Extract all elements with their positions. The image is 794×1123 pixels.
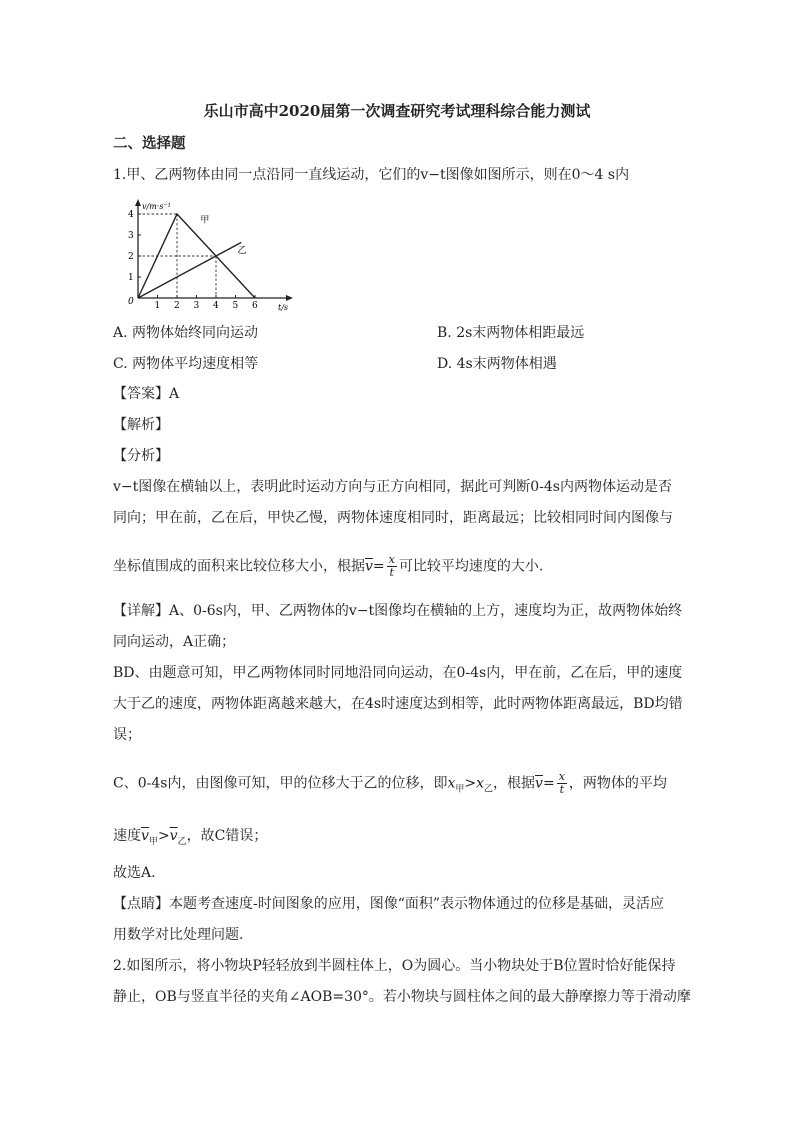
answer: 【答案】A <box>113 386 180 402</box>
page-title: 乐山市高中2020届第一次调查研究考试理科综合能力测试 <box>203 102 591 120</box>
question-1-stem: 1.甲、乙两物体由同一点沿同一直线运动，它们的v−t图像如图所示，则在0～4 s内 <box>113 167 630 183</box>
option-c: C. 两物体平均速度相等 <box>113 356 259 372</box>
y-tick-label-2: 2 <box>128 252 134 262</box>
graph-axes <box>135 199 293 301</box>
jiexi-label: 【解析】 <box>113 417 169 433</box>
y-axis-label: v/m·s⁻¹ <box>142 202 171 211</box>
comment-line-2: 用数学对比处理问题. <box>113 927 244 943</box>
vt-graph <box>116 198 296 316</box>
y-axis-arrow <box>135 199 141 206</box>
conclusion: 故选A. <box>113 865 156 881</box>
graph-ticks <box>128 210 258 311</box>
fraction-x-over-t: $\frac{x}{t}$ <box>388 553 395 579</box>
x-tick-label-2: 2 <box>174 301 180 311</box>
comment-line-1: 【点睛】本题考查速度-时间图象的应用，图像“面积”表示物体通过的位移是基础，灵活应 <box>113 896 665 912</box>
detail-c-line-1: C、0-4s内，由图像可知，甲的位移大于乙的位移，即$x_甲>x_乙$，根据$\overline{v}=$ $\frac{x}{t}$ ，两物体的平均 <box>113 770 667 796</box>
analysis-line-3: 坐标值围成的面积来比较位移大小，根据$\overline{v}=$ $\frac{x}{t}$ 可比较平均速度的大小. <box>113 553 544 579</box>
x-tick-label-1: 1 <box>154 301 161 311</box>
option-a: A. 两物体始终同向运动 <box>113 325 259 341</box>
y-tick-label-4: 4 <box>128 210 134 220</box>
x-tick-label-6: 6 <box>252 301 258 311</box>
analysis-line-1: v−t图像在横轴以上，表明此时运动方向与正方向相同，据此可判断0-4s内两物体运动是否 <box>113 479 672 495</box>
section-heading: 二、选择题 <box>113 135 186 152</box>
option-d: D. 4s末两物体相遇 <box>437 356 557 372</box>
question-2-line-1: 2.如图所示，将小物块P轻轻放到半圆柱体上，O为圆心。当小物块处于B位置时恰好能保持 <box>113 958 676 974</box>
detail-line-1: 【详解】A、0-6s内，甲、乙两物体的v−t图像均在横轴的上方，速度均为正，故两物体始终 <box>113 603 683 619</box>
detail-line-4: 大于乙的速度，两物体距离越来越大，在4s时速度达到相等，此时两物体距离最远，BD均错 <box>113 696 683 712</box>
detail-line-5: 误； <box>113 727 141 743</box>
x-axis-arrow <box>286 295 293 301</box>
y-tick-label-3: 3 <box>128 231 134 241</box>
question-2-line-2: 静止，OB与竖直半径的夹角∠AOB=30°。若小物块与圆柱体之间的最大静摩擦力等于滑动摩 <box>113 989 691 1005</box>
series-label-yi: 乙 <box>237 245 247 256</box>
x-tick-label-5: 5 <box>232 301 239 311</box>
x-tick-label-4: 4 <box>213 301 219 311</box>
analysis-line-2: 同向；甲在前，乙在后，甲快乙慢，两物体速度相同时，距离最远；比较相同时间内图像与 <box>113 510 673 526</box>
detail-line-2: 同向运动，A正确； <box>113 634 236 650</box>
series-line-1 <box>138 242 241 298</box>
origin-label: 0 <box>128 297 134 307</box>
detail-c-line-2: 速度$\overline{v}_甲>\overline{v}_乙$，故C错误； <box>113 828 268 847</box>
detail-line-3: BD、由题意可知，甲乙两物体同时同地沿同向运动，在0-4s内，甲在前，乙在后，甲的速度 <box>113 665 683 681</box>
x-tick-label-3: 3 <box>193 301 200 311</box>
graph-guides <box>138 214 216 298</box>
y-tick-label-1: 1 <box>128 273 134 283</box>
series-label-jia: 甲 <box>200 215 210 226</box>
x-axis-label: t/s <box>278 303 289 312</box>
fenxi-label: 【分析】 <box>113 448 169 464</box>
option-b: B. 2s末两物体相距最远 <box>437 325 585 341</box>
fraction-x-over-t-2: $\frac{x}{t}$ <box>558 770 565 796</box>
